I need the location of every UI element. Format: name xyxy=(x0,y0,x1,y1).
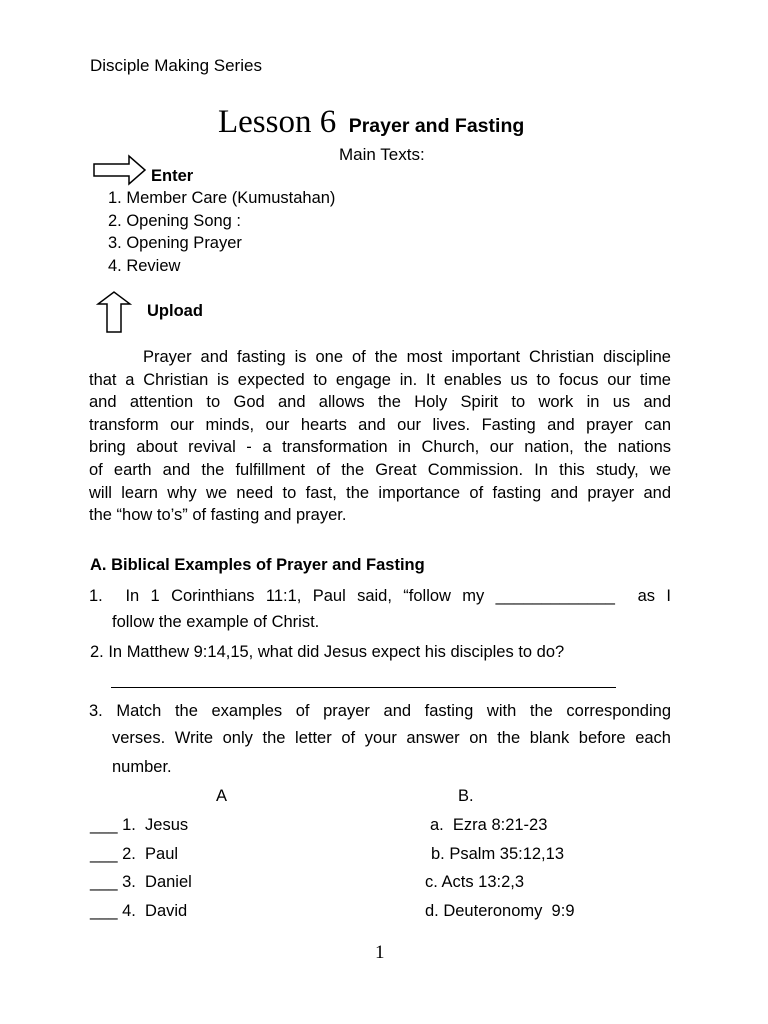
verse-option: b. Psalm 35:12,13 xyxy=(431,845,564,863)
lesson-number: Lesson 6 xyxy=(218,104,337,140)
match-item: ___ 1. Jesus xyxy=(90,816,189,834)
section-a-heading: A. Biblical Examples of Prayer and Fasting xyxy=(90,556,425,574)
paragraph-line: of earth and the fulfillment of the Great Commission. In this study, we xyxy=(89,460,671,479)
answer-blank-line xyxy=(111,687,616,688)
enter-label: Enter xyxy=(151,167,194,185)
upload-label: Upload xyxy=(147,302,203,320)
paragraph-line: transform our minds, our hearts and our lives. Fasting and prayer can xyxy=(89,415,671,434)
verse-option: a. Ezra 8:21-23 xyxy=(430,816,548,834)
verse-option: d. Deuteronomy 9:9 xyxy=(425,902,575,920)
list-item: 2. Opening Song : xyxy=(108,212,242,230)
paragraph-line: that a Christian is expected to engage in. It enables us to focus our time xyxy=(89,370,671,389)
lesson-title xyxy=(218,104,524,141)
list-item: 4. Review xyxy=(108,257,181,275)
question-2: 2. In Matthew 9:14,15, what did Jesus expect his disciples to do? xyxy=(90,643,565,661)
page-number: 1 xyxy=(375,942,385,963)
right-arrow-icon xyxy=(93,154,147,186)
question-1-line-1: 1. In 1 Corinthians 11:1, Paul said, “follow my _____________ as I xyxy=(89,587,671,605)
match-item: ___ 2. Paul xyxy=(90,845,179,863)
paragraph-line: bring about revival - a transformation in Church, our nation, the nations xyxy=(89,438,671,457)
paragraph-line: and attention to God and allows the Holy Spirit to work in us and xyxy=(89,393,671,412)
list-item: 1. Member Care (Kumustahan) xyxy=(108,189,336,207)
list-item: 3. Opening Prayer xyxy=(108,234,242,252)
up-arrow-icon xyxy=(96,290,132,334)
verse-option: c. Acts 13:2,3 xyxy=(425,873,525,891)
lesson-topic: Prayer and Fasting xyxy=(348,115,525,137)
question-3-line-3: number. xyxy=(112,758,172,776)
paragraph-line: Prayer and fasting is one of the most important Christian discipline xyxy=(143,348,671,366)
intro-paragraph xyxy=(89,346,671,527)
question-3-line-1: 3. Match the examples of prayer and fasting with the corresponding xyxy=(89,702,671,720)
match-item: ___ 3. Daniel xyxy=(90,873,192,891)
question-1-line-2: follow the example of Christ. xyxy=(112,613,320,631)
main-texts-label: Main Texts: xyxy=(339,145,425,164)
column-a-header: A xyxy=(216,787,228,805)
column-b-header: B. xyxy=(458,787,474,805)
paragraph-line: the “how to’s” of fasting and prayer. xyxy=(89,506,347,525)
question-3-line-2: verses. Write only the letter of your answer on the blank before each xyxy=(112,729,671,747)
match-item: ___ 4. David xyxy=(90,902,188,920)
paragraph-line: will learn why we need to fast, the importance of fasting and prayer and xyxy=(89,483,671,502)
series-header: Disciple Making Series xyxy=(90,56,262,75)
